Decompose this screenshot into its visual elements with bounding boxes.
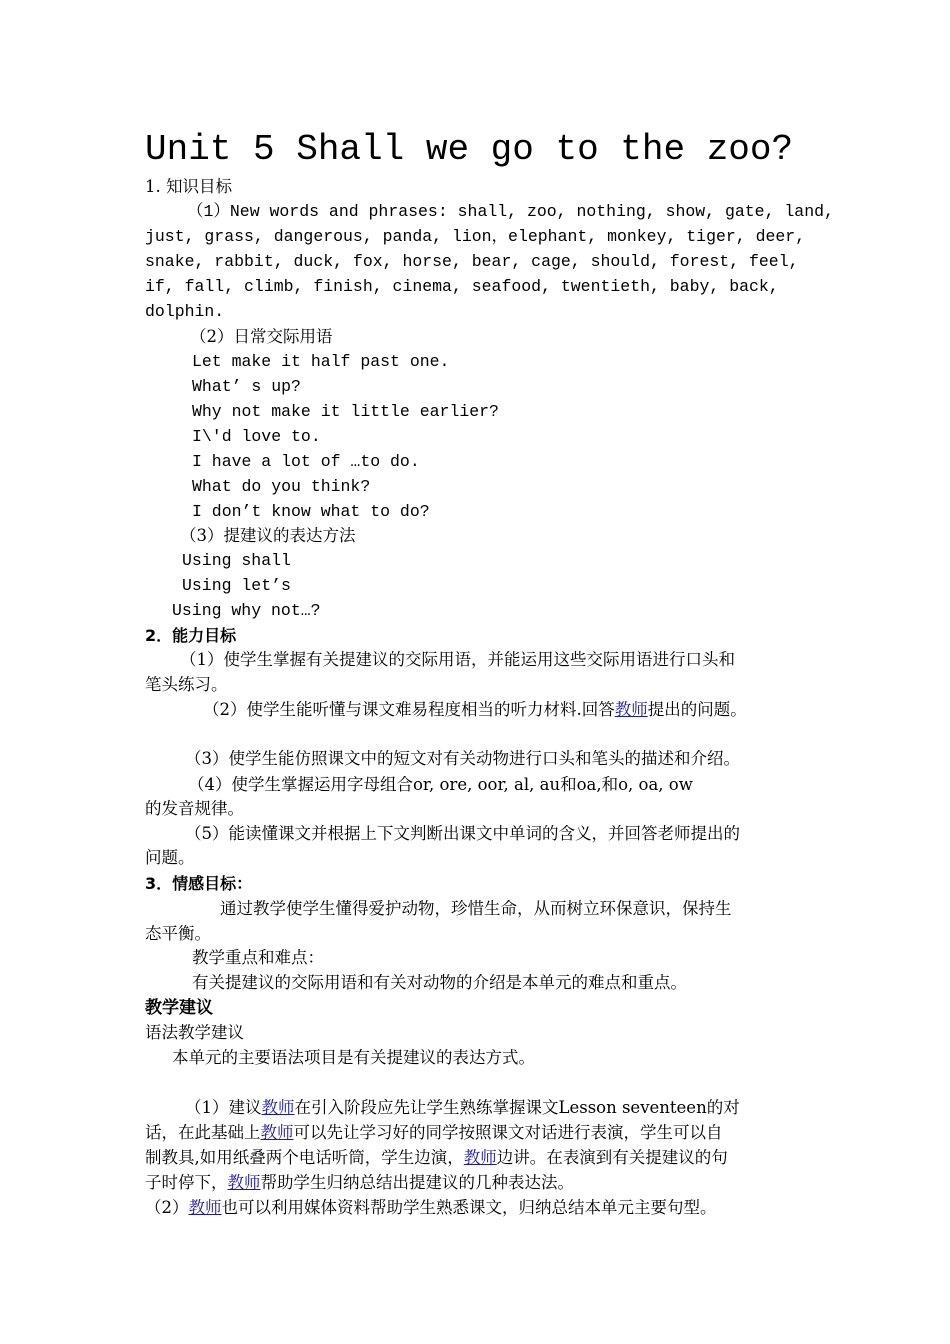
advice-paragraph-line [145, 1196, 717, 1220]
daily-expression: I don’t know what to do? [192, 502, 430, 521]
text-span: （2） [145, 1198, 189, 1217]
text-span: 也可以利用媒体资料帮助学生熟悉课文，归纳总结本单元主要句型。 [221, 1198, 717, 1217]
key-points-heading: 教学重点和难点： [192, 948, 324, 967]
teacher-link[interactable]: 教师 [260, 1123, 294, 1142]
ability-paragraph: 的发音规律。 [145, 799, 244, 818]
section-heading-knowledge: 1. 知识目标 [145, 177, 232, 196]
text-span: （1）建议 [185, 1098, 262, 1117]
advice-paragraph-line [145, 1171, 574, 1195]
text-span: 在引入阶段应先让学生熟练掌握课文Lesson seventeen的对 [294, 1098, 740, 1117]
suggestion-method: Using let’s [182, 576, 291, 595]
vocab-line: snake, rabbit, duck, fox, horse, bear, cage, should, forest, feel, [145, 252, 799, 271]
vocab-line: （1）New words and phrases: shall, zoo, nothing, show, gate, land, [187, 202, 834, 221]
teacher-link[interactable]: 教师 [261, 1098, 295, 1117]
suggestion-methods-heading: （3）提建议的表达方法 [180, 526, 356, 545]
daily-expression: Let make it half past one. [192, 352, 450, 371]
teacher-link[interactable]: 教师 [188, 1198, 222, 1217]
advice-paragraph-line [145, 1146, 728, 1170]
teacher-link[interactable]: 教师 [227, 1173, 261, 1192]
text-span: 提出的问题。 [647, 700, 747, 719]
key-points-text: 有关提建议的交际用语和有关对动物的介绍是本单元的难点和重点。 [192, 973, 687, 992]
text-span: （2）使学生能听懂与课文难易程度相当的听力材料.回答 [203, 700, 615, 719]
ability-paragraph: （5）能读懂课文并根据上下文判断出课文中单词的含义，并回答老师提出的 [185, 824, 740, 843]
grammar-advice-subheading: 语法教学建议 [145, 1023, 244, 1042]
ability-paragraph: （3）使学生能仿照课文中的短文对有关动物进行口头和笔头的描述和介绍。 [185, 749, 740, 768]
ability-paragraph-listening [203, 698, 747, 722]
daily-expression: What do you think? [192, 477, 371, 496]
daily-expression: What’ s up? [192, 377, 301, 396]
grammar-intro: 本单元的主要语法项目是有关提建议的表达方式。 [172, 1048, 535, 1067]
advice-paragraph-line [185, 1096, 740, 1120]
suggestion-method: Using why not…? [172, 601, 321, 620]
daily-expression: I\'d love to. [192, 427, 321, 446]
teacher-link[interactable]: 教师 [463, 1148, 497, 1167]
text-span: 子时停下， [145, 1173, 228, 1192]
ability-paragraph: （1）使学生掌握有关提建议的交际用语，并能运用这些交际用语进行口头和 [180, 650, 735, 669]
advice-paragraph-line [145, 1121, 723, 1145]
daily-expression: Why not make it little earlier? [192, 402, 499, 421]
text-span: 帮助学生归纳总结出提建议的几种表达法。 [260, 1173, 574, 1192]
vocab-line: just, grass, dangerous, panda, lion，elephant, monkey, tiger, deer, [145, 227, 806, 246]
text-span: 制教具,如用纸叠两个电话听筒，学生边演， [145, 1148, 464, 1167]
text-span: 话，在此基础上 [145, 1123, 261, 1142]
text-span: 边讲。在表演到有关提建议的句 [496, 1148, 728, 1167]
section-heading-ability: 2．能力目标 [145, 626, 237, 645]
emotion-paragraph: 通过教学使学生懂得爱护动物，珍惜生命，从而树立环保意识，保持生 [220, 899, 732, 918]
section-heading-emotion: 3．情感目标： [145, 874, 253, 893]
ability-paragraph: 笔头练习。 [145, 675, 228, 694]
suggestion-method: Using shall [182, 551, 291, 570]
vocab-line: dolphin. [145, 302, 225, 321]
teaching-advice-heading: 教学建议 [145, 998, 213, 1018]
ability-paragraph: （4）使学生掌握运用字母组合or, ore, oor, al, au和oa,和o, oa, ow [188, 775, 693, 794]
page-title: Unit 5 Shall we go to the zoo? [145, 129, 794, 170]
emotion-paragraph: 态平衡。 [145, 924, 211, 943]
ability-paragraph: 问题。 [145, 848, 195, 867]
teacher-link[interactable]: 教师 [614, 700, 648, 719]
daily-expression: I have a lot of …to do. [192, 452, 420, 471]
text-span: 可以先让学习好的同学按照课文对话进行表演，学生可以自 [293, 1123, 723, 1142]
vocab-line: if, fall, climb, finish, cinema, seafood, twentieth, baby, back, [145, 277, 779, 296]
daily-expressions-heading: （2）日常交际用语 [190, 327, 333, 346]
